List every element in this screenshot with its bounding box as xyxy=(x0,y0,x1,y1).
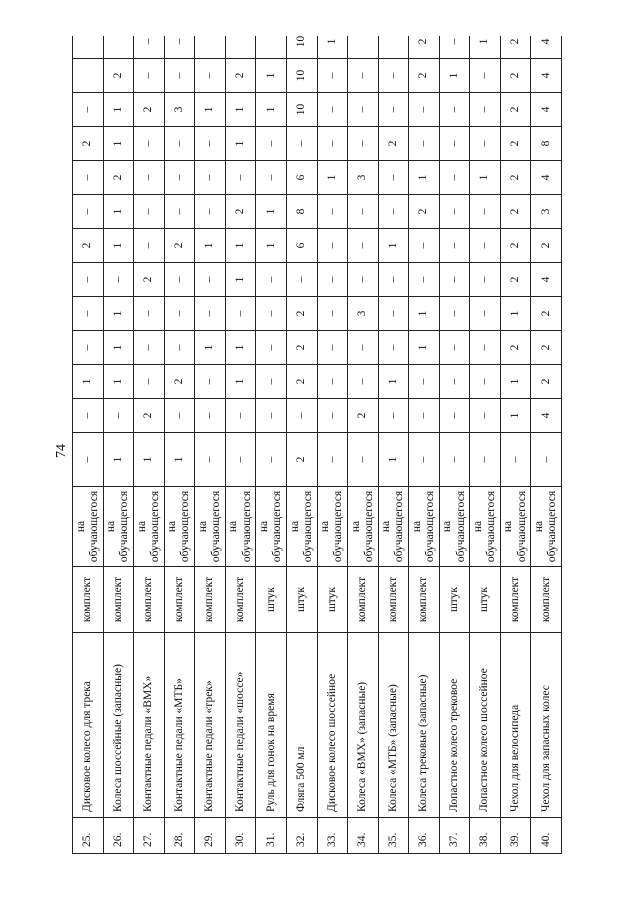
quantity-cell: – xyxy=(225,399,256,433)
quantity-cell: – xyxy=(256,331,287,365)
quantity-cell: – xyxy=(378,331,409,365)
quantity-cell: – xyxy=(439,263,470,297)
basis-cell: на обучающегося xyxy=(500,487,531,567)
row-number: 26. xyxy=(103,818,134,854)
quantity-cell: – xyxy=(256,297,287,331)
quantity-cell: – xyxy=(470,365,501,399)
unit-cell: штук xyxy=(317,567,348,633)
quantity-cell: – xyxy=(378,263,409,297)
basis-cell: на обучающегося xyxy=(286,487,317,567)
quantity-cell: 1 xyxy=(134,433,165,487)
quantity-cell: – xyxy=(195,399,226,433)
quantity-cell: – xyxy=(317,229,348,263)
quantity-cell: – xyxy=(317,365,348,399)
quantity-cell: 1 xyxy=(500,365,531,399)
quantity-cell: – xyxy=(348,195,379,229)
quantity-cell: 1 xyxy=(225,93,256,127)
quantity-cell: 1 xyxy=(103,93,134,127)
basis-cell: на обучающегося xyxy=(103,487,134,567)
table-row xyxy=(225,36,256,854)
quantity-cell: 2 xyxy=(286,433,317,487)
quantity-cell: – xyxy=(164,195,195,229)
quantity-cell: – xyxy=(134,36,165,59)
quantity-cell xyxy=(378,36,409,59)
quantity-cell: – xyxy=(470,297,501,331)
quantity-cell: 2 xyxy=(531,297,562,331)
quantity-cell: 2 xyxy=(286,365,317,399)
quantity-cell: – xyxy=(317,331,348,365)
quantity-cell: 2 xyxy=(378,127,409,161)
quantity-cell: – xyxy=(348,127,379,161)
quantity-cell: – xyxy=(195,59,226,93)
quantity-cell: 1 xyxy=(225,331,256,365)
quantity-cell: 1 xyxy=(439,59,470,93)
quantity-cell: – xyxy=(195,433,226,487)
quantity-cell: – xyxy=(409,399,440,433)
quantity-cell: 1 xyxy=(256,59,287,93)
quantity-cell: – xyxy=(470,263,501,297)
quantity-cell: 2 xyxy=(409,59,440,93)
row-number: 35. xyxy=(378,818,409,854)
quantity-cell: – xyxy=(439,229,470,263)
unit-cell: комплект xyxy=(500,567,531,633)
quantity-cell: – xyxy=(409,93,440,127)
quantity-cell: – xyxy=(348,93,379,127)
quantity-cell: – xyxy=(256,127,287,161)
quantity-cell: 1 xyxy=(103,331,134,365)
quantity-cell: – xyxy=(317,297,348,331)
row-number: 36. xyxy=(409,818,440,854)
row-number: 38. xyxy=(470,818,501,854)
basis-cell: на обучающегося xyxy=(73,487,104,567)
basis-cell: на обучающегося xyxy=(409,487,440,567)
quantity-cell: – xyxy=(409,127,440,161)
quantity-cell: 1 xyxy=(256,229,287,263)
row-number: 28. xyxy=(164,818,195,854)
quantity-cell: – xyxy=(439,36,470,59)
row-number: 31. xyxy=(256,818,287,854)
quantity-cell: – xyxy=(439,399,470,433)
quantity-cell: – xyxy=(286,263,317,297)
quantity-cell: 1 xyxy=(103,433,134,487)
quantity-cell: – xyxy=(409,263,440,297)
quantity-cell: 2 xyxy=(164,365,195,399)
quantity-cell: 2 xyxy=(500,229,531,263)
quantity-cell: 2 xyxy=(409,195,440,229)
quantity-cell: 1 xyxy=(195,331,226,365)
basis-cell: на обучающегося xyxy=(317,487,348,567)
basis-cell: на обучающегося xyxy=(470,487,501,567)
quantity-cell: – xyxy=(256,263,287,297)
item-name: Дисковое колесо для трека xyxy=(73,633,104,818)
basis-cell: на обучающегося xyxy=(195,487,226,567)
quantity-cell: 8 xyxy=(531,127,562,161)
quantity-cell: 1 xyxy=(225,365,256,399)
quantity-cell: – xyxy=(195,297,226,331)
quantity-cell: – xyxy=(439,195,470,229)
quantity-cell: 2 xyxy=(500,263,531,297)
quantity-cell: – xyxy=(317,433,348,487)
quantity-cell: – xyxy=(256,433,287,487)
unit-cell: штук xyxy=(439,567,470,633)
quantity-cell: – xyxy=(164,263,195,297)
quantity-cell: – xyxy=(73,93,104,127)
table-row xyxy=(73,36,104,854)
quantity-cell: 2 xyxy=(225,59,256,93)
quantity-cell: 1 xyxy=(256,195,287,229)
quantity-cell: 1 xyxy=(225,229,256,263)
quantity-cell: – xyxy=(378,161,409,195)
quantity-cell: – xyxy=(348,59,379,93)
quantity-cell: – xyxy=(470,433,501,487)
quantity-cell: – xyxy=(470,399,501,433)
quantity-cell: 6 xyxy=(286,161,317,195)
row-number: 34. xyxy=(348,818,379,854)
quantity-cell: – xyxy=(317,127,348,161)
quantity-cell: 2 xyxy=(500,127,531,161)
quantity-cell: – xyxy=(348,229,379,263)
quantity-cell: 1 xyxy=(103,127,134,161)
item-name: Колеса «МТБ» (запасные) xyxy=(378,633,409,818)
unit-cell: комплект xyxy=(164,567,195,633)
equipment-table-region xyxy=(72,36,562,854)
quantity-cell: 2 xyxy=(500,331,531,365)
quantity-cell xyxy=(73,36,104,59)
equipment-table xyxy=(72,36,562,854)
quantity-cell: 4 xyxy=(531,36,562,59)
quantity-cell: 2 xyxy=(531,229,562,263)
quantity-cell: – xyxy=(439,93,470,127)
quantity-cell: – xyxy=(73,195,104,229)
unit-cell: комплект xyxy=(73,567,104,633)
quantity-cell: – xyxy=(317,93,348,127)
quantity-cell: – xyxy=(348,433,379,487)
quantity-cell: – xyxy=(470,59,501,93)
quantity-cell: – xyxy=(256,399,287,433)
table-row xyxy=(439,36,470,854)
quantity-cell: – xyxy=(164,297,195,331)
quantity-cell: 2 xyxy=(103,161,134,195)
quantity-cell: 2 xyxy=(134,399,165,433)
quantity-cell: 1 xyxy=(103,365,134,399)
quantity-cell: – xyxy=(378,297,409,331)
item-name: Колеса трековые (запасные) xyxy=(409,633,440,818)
item-name: Колеса шоссейные (запасные) xyxy=(103,633,134,818)
unit-cell: комплект xyxy=(348,567,379,633)
item-name: Фляга 500 мл xyxy=(286,633,317,818)
unit-cell: штук xyxy=(256,567,287,633)
quantity-cell: 1 xyxy=(470,36,501,59)
quantity-cell: – xyxy=(195,161,226,195)
quantity-cell: 1 xyxy=(500,399,531,433)
quantity-cell: – xyxy=(103,399,134,433)
basis-cell: на обучающегося xyxy=(439,487,470,567)
quantity-cell: 1 xyxy=(378,433,409,487)
quantity-cell: 4 xyxy=(531,93,562,127)
quantity-cell: 1 xyxy=(317,161,348,195)
table-row xyxy=(470,36,501,854)
basis-cell: на обучающегося xyxy=(225,487,256,567)
quantity-cell xyxy=(73,59,104,93)
quantity-cell: 2 xyxy=(225,195,256,229)
quantity-cell: – xyxy=(73,263,104,297)
quantity-cell: – xyxy=(195,127,226,161)
row-number: 27. xyxy=(134,818,165,854)
quantity-cell: – xyxy=(409,365,440,399)
quantity-cell: – xyxy=(103,263,134,297)
row-number: 25. xyxy=(73,818,104,854)
quantity-cell: 1 xyxy=(164,433,195,487)
quantity-cell xyxy=(256,36,287,59)
unit-cell: комплект xyxy=(378,567,409,633)
quantity-cell: – xyxy=(195,263,226,297)
unit-cell: комплект xyxy=(409,567,440,633)
quantity-cell: – xyxy=(256,365,287,399)
quantity-cell: 2 xyxy=(500,93,531,127)
basis-cell: на обучающегося xyxy=(531,487,562,567)
quantity-cell: – xyxy=(439,127,470,161)
quantity-cell: – xyxy=(439,331,470,365)
quantity-cell: 6 xyxy=(286,229,317,263)
quantity-cell: 2 xyxy=(164,229,195,263)
quantity-cell: 4 xyxy=(531,161,562,195)
item-name: Руль для гонок на время xyxy=(256,633,287,818)
quantity-cell: 2 xyxy=(73,127,104,161)
unit-cell: комплект xyxy=(531,567,562,633)
quantity-cell: 10 xyxy=(286,59,317,93)
quantity-cell: 2 xyxy=(134,263,165,297)
quantity-cell: 2 xyxy=(409,36,440,59)
row-number: 30. xyxy=(225,818,256,854)
item-name: Контактные педали «трек» xyxy=(195,633,226,818)
table-row xyxy=(134,36,165,854)
quantity-cell: – xyxy=(439,297,470,331)
item-name: Чехол для велосипеда xyxy=(500,633,531,818)
page-number: 74 xyxy=(54,444,69,458)
unit-cell: штук xyxy=(286,567,317,633)
quantity-cell: – xyxy=(134,195,165,229)
quantity-cell: – xyxy=(378,93,409,127)
quantity-cell: 2 xyxy=(500,59,531,93)
quantity-cell: – xyxy=(470,195,501,229)
table-row xyxy=(164,36,195,854)
row-number: 33. xyxy=(317,818,348,854)
quantity-cell: 2 xyxy=(286,297,317,331)
quantity-cell: 3 xyxy=(348,297,379,331)
quantity-cell: – xyxy=(409,229,440,263)
quantity-cell: 1 xyxy=(378,365,409,399)
item-name: Чехол для запасных колес xyxy=(531,633,562,818)
quantity-cell: – xyxy=(378,399,409,433)
quantity-cell: – xyxy=(164,331,195,365)
quantity-cell: – xyxy=(134,229,165,263)
quantity-cell: – xyxy=(500,433,531,487)
quantity-cell: – xyxy=(73,331,104,365)
quantity-cell: – xyxy=(439,433,470,487)
quantity-cell: – xyxy=(225,297,256,331)
quantity-cell: – xyxy=(348,365,379,399)
quantity-cell: – xyxy=(470,229,501,263)
quantity-cell: 2 xyxy=(531,331,562,365)
item-name: Контактные педали «ВМХ» xyxy=(134,633,165,818)
basis-cell: на обучающегося xyxy=(348,487,379,567)
basis-cell: на обучающегося xyxy=(378,487,409,567)
quantity-cell: 2 xyxy=(500,36,531,59)
quantity-cell: 2 xyxy=(348,399,379,433)
row-number: 37. xyxy=(439,818,470,854)
unit-cell: комплект xyxy=(225,567,256,633)
table-row xyxy=(286,36,317,854)
quantity-cell: – xyxy=(164,59,195,93)
quantity-cell: – xyxy=(225,161,256,195)
quantity-cell: 10 xyxy=(286,93,317,127)
quantity-cell: 2 xyxy=(531,365,562,399)
quantity-cell: – xyxy=(348,263,379,297)
quantity-cell: 1 xyxy=(195,93,226,127)
quantity-cell: – xyxy=(531,433,562,487)
quantity-cell: 1 xyxy=(378,229,409,263)
quantity-cell: 1 xyxy=(225,127,256,161)
unit-cell: комплект xyxy=(134,567,165,633)
item-name: Колеса «ВМХ» (запасные) xyxy=(348,633,379,818)
quantity-cell: – xyxy=(470,127,501,161)
quantity-cell: – xyxy=(195,195,226,229)
quantity-cell: – xyxy=(378,59,409,93)
quantity-cell: – xyxy=(73,433,104,487)
item-name: Лопастное колесо трековое xyxy=(439,633,470,818)
quantity-cell: – xyxy=(73,297,104,331)
quantity-cell: – xyxy=(134,161,165,195)
quantity-cell: 1 xyxy=(225,263,256,297)
table-row xyxy=(348,36,379,854)
quantity-cell: 1 xyxy=(103,297,134,331)
quantity-cell: – xyxy=(164,161,195,195)
item-name: Лопастное колесо шоссейное xyxy=(470,633,501,818)
item-name: Контактные педали «шоссе» xyxy=(225,633,256,818)
basis-cell: на обучающегося xyxy=(164,487,195,567)
quantity-cell xyxy=(348,36,379,59)
quantity-cell: 1 xyxy=(73,365,104,399)
quantity-cell: – xyxy=(73,399,104,433)
quantity-cell xyxy=(103,36,134,59)
quantity-cell: 2 xyxy=(73,229,104,263)
quantity-cell: – xyxy=(409,433,440,487)
unit-cell: комплект xyxy=(195,567,226,633)
table-row xyxy=(317,36,348,854)
table-row xyxy=(500,36,531,854)
table-row xyxy=(378,36,409,854)
quantity-cell: 1 xyxy=(195,229,226,263)
row-number: 32. xyxy=(286,818,317,854)
quantity-cell: 3 xyxy=(531,195,562,229)
quantity-cell: – xyxy=(134,297,165,331)
quantity-cell: – xyxy=(286,399,317,433)
basis-cell: на обучающегося xyxy=(134,487,165,567)
quantity-cell: – xyxy=(286,127,317,161)
quantity-cell: 3 xyxy=(348,161,379,195)
quantity-cell: 1 xyxy=(409,297,440,331)
quantity-cell: – xyxy=(134,365,165,399)
quantity-cell: – xyxy=(317,195,348,229)
quantity-cell: – xyxy=(134,331,165,365)
quantity-cell: 1 xyxy=(500,297,531,331)
quantity-cell: – xyxy=(164,127,195,161)
quantity-cell: 2 xyxy=(134,93,165,127)
quantity-cell: – xyxy=(164,399,195,433)
table-row xyxy=(531,36,562,854)
quantity-cell: 2 xyxy=(500,161,531,195)
item-name: Дисковое колесо шоссейное xyxy=(317,633,348,818)
table-row xyxy=(103,36,134,854)
quantity-cell: 4 xyxy=(531,399,562,433)
quantity-cell: – xyxy=(225,433,256,487)
quantity-cell: 2 xyxy=(500,195,531,229)
quantity-cell xyxy=(195,36,226,59)
quantity-cell: – xyxy=(439,365,470,399)
quantity-cell: 1 xyxy=(409,331,440,365)
quantity-cell: 2 xyxy=(286,331,317,365)
row-number: 29. xyxy=(195,818,226,854)
quantity-cell: – xyxy=(256,161,287,195)
row-number: 39. xyxy=(500,818,531,854)
quantity-cell: 1 xyxy=(103,195,134,229)
quantity-cell: 4 xyxy=(531,263,562,297)
quantity-cell: – xyxy=(134,127,165,161)
quantity-cell: 1 xyxy=(470,161,501,195)
basis-cell: на обучающегося xyxy=(256,487,287,567)
quantity-cell: – xyxy=(134,59,165,93)
quantity-cell: 1 xyxy=(103,229,134,263)
quantity-cell xyxy=(225,36,256,59)
quantity-cell: – xyxy=(439,161,470,195)
quantity-cell: 10 xyxy=(286,36,317,59)
table-row xyxy=(256,36,287,854)
quantity-cell: – xyxy=(378,195,409,229)
quantity-cell: – xyxy=(164,36,195,59)
quantity-cell: – xyxy=(317,59,348,93)
quantity-cell: 1 xyxy=(256,93,287,127)
quantity-cell: – xyxy=(195,365,226,399)
quantity-cell: 4 xyxy=(531,59,562,93)
quantity-cell: 3 xyxy=(164,93,195,127)
quantity-cell: 1 xyxy=(409,161,440,195)
quantity-cell: – xyxy=(317,399,348,433)
quantity-cell: 8 xyxy=(286,195,317,229)
quantity-cell: 1 xyxy=(317,36,348,59)
quantity-cell: – xyxy=(73,161,104,195)
quantity-cell: – xyxy=(470,93,501,127)
table-row xyxy=(195,36,226,854)
unit-cell: комплект xyxy=(103,567,134,633)
quantity-cell: 2 xyxy=(103,59,134,93)
quantity-cell: – xyxy=(348,331,379,365)
quantity-cell: – xyxy=(470,331,501,365)
quantity-cell: – xyxy=(317,263,348,297)
table-row xyxy=(409,36,440,854)
row-number: 40. xyxy=(531,818,562,854)
item-name: Контактные педали «МТБ» xyxy=(164,633,195,818)
unit-cell: штук xyxy=(470,567,501,633)
